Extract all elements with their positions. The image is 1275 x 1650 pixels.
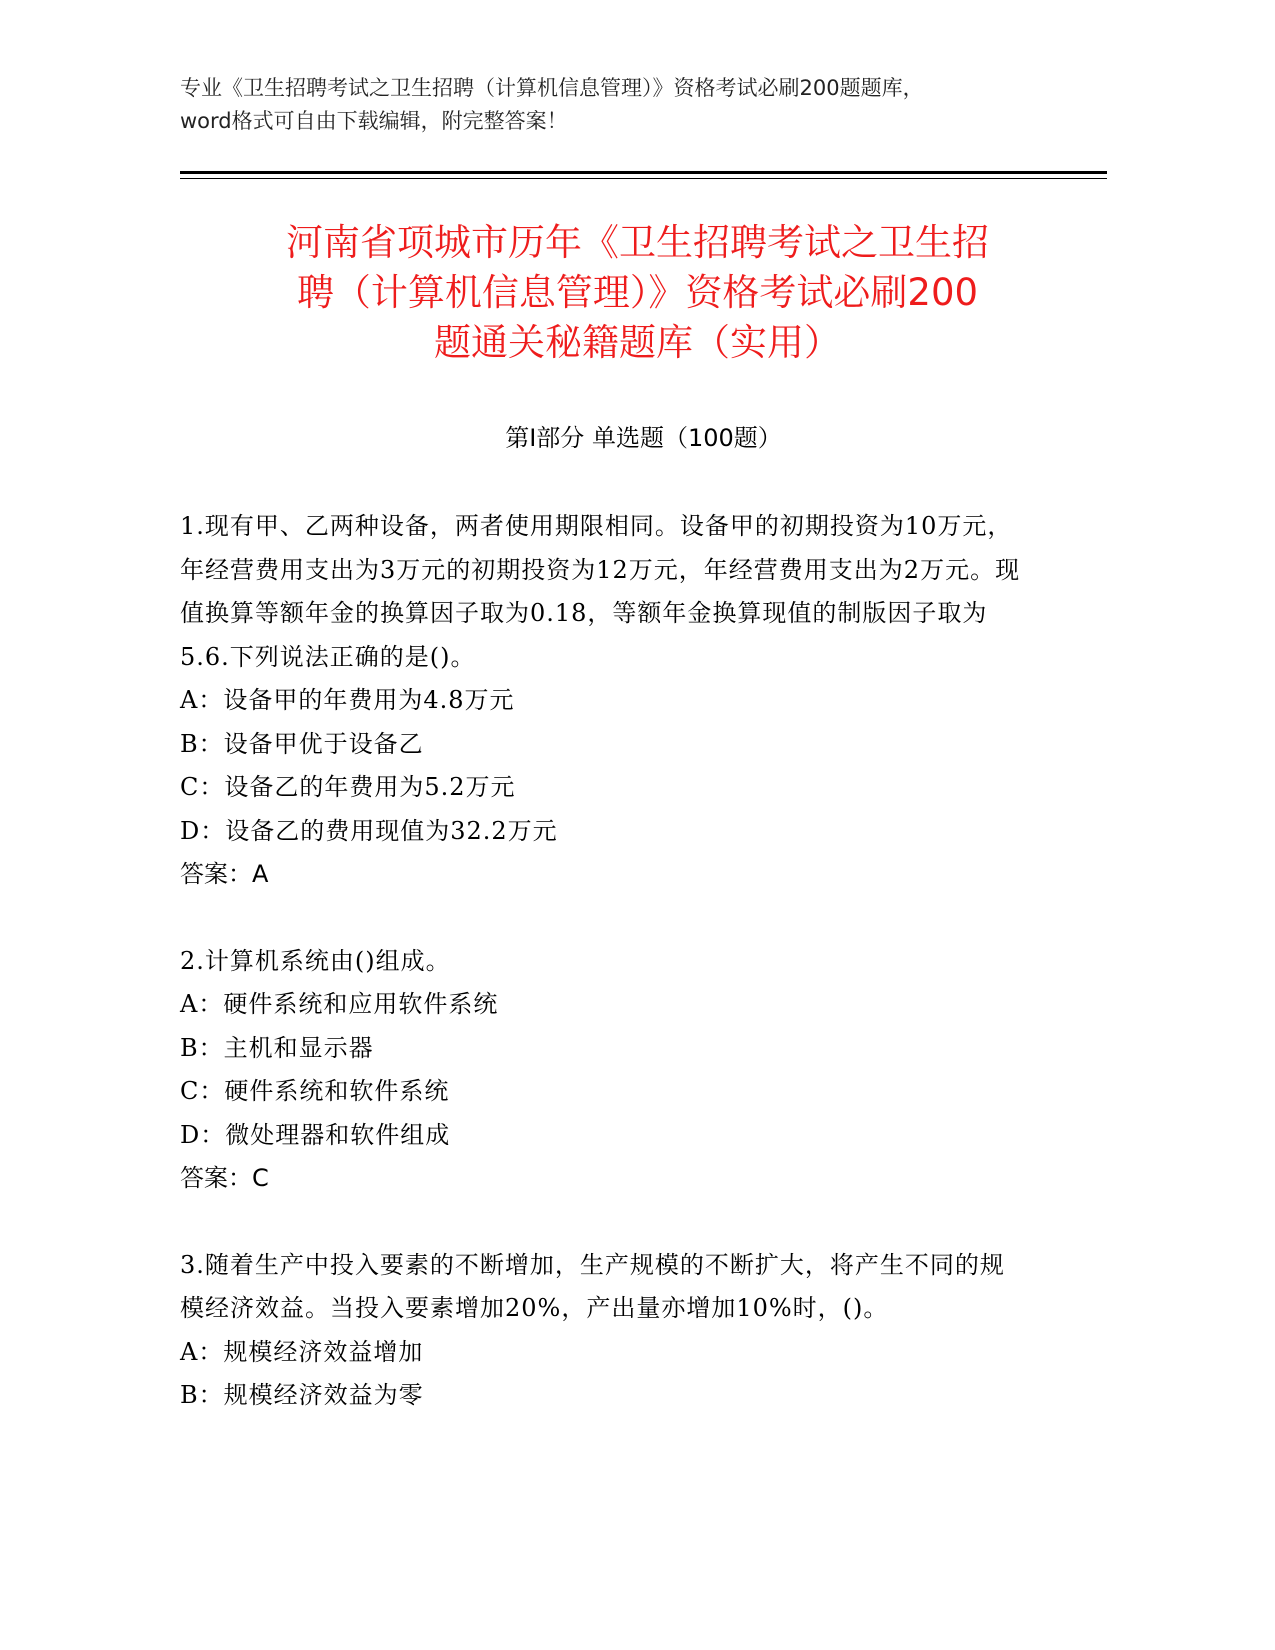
option-a: A：设备甲的年费用为4.8万元 — [180, 686, 515, 714]
header-note — [180, 72, 1100, 138]
document-title — [150, 218, 1125, 368]
option-d: D：微处理器和软件组成 — [180, 1120, 451, 1149]
document-title-line-3: 题通关秘籍题库（实用） — [434, 321, 841, 364]
header-divider-thick — [180, 171, 1107, 174]
section-heading: 第Ⅰ部分 单选题（100题） — [505, 424, 782, 452]
option-b: B：规模经济效益为零 — [180, 1381, 424, 1409]
document-title-line-2: 聘（计算机信息管理）》资格考试必刷200 — [296, 271, 979, 314]
header-note-line-1: 专业《卫生招聘考试之卫生招聘（计算机信息管理）》资格考试必刷200题题库， — [180, 76, 924, 100]
header-divider-thin — [180, 178, 1107, 179]
document-title-line-1: 河南省项城市历年《卫生招聘考试之卫生招 — [286, 221, 989, 264]
option-b: B：主机和显示器 — [180, 1033, 374, 1062]
option-c: C：硬件系统和软件系统 — [180, 1077, 450, 1105]
option-a: A：规模经济效益增加 — [180, 1337, 424, 1366]
option-c: C：设备乙的年费用为5.2万元 — [180, 773, 516, 801]
option-d: D：设备乙的费用现值为32.2万元 — [180, 816, 558, 845]
question-3 — [180, 1244, 1025, 1418]
question-2 — [180, 940, 1025, 1201]
question-text: 1.现有甲、乙两种设备，两者使用期限相同。设备甲的初期投资为10万元，年经营费用支出为3万元的初期投资为12万元，年经营费用支出为2万元。现值换算等额年金的换算因子取为0.18，等额年金换算现值的制版因子取为5.6.下列说法正确的是()。 — [180, 512, 1021, 671]
option-a: A：硬件系统和应用软件系统 — [180, 990, 499, 1018]
answer: 答案：C — [180, 1164, 269, 1192]
question-1 — [180, 505, 1025, 897]
question-list — [180, 505, 1025, 1461]
answer: 答案：A — [180, 860, 269, 888]
question-text: 3.随着生产中投入要素的不断增加，生产规模的不断扩大，将产生不同的规模经济效益。当投入要素增加20%，产出量亦增加10%时，()。 — [180, 1250, 1005, 1322]
question-text: 2.计算机系统由()组成。 — [180, 946, 451, 975]
option-b: B：设备甲优于设备乙 — [180, 729, 424, 758]
header-note-line-2: word格式可自由下载编辑，附完整答案！ — [180, 109, 568, 133]
